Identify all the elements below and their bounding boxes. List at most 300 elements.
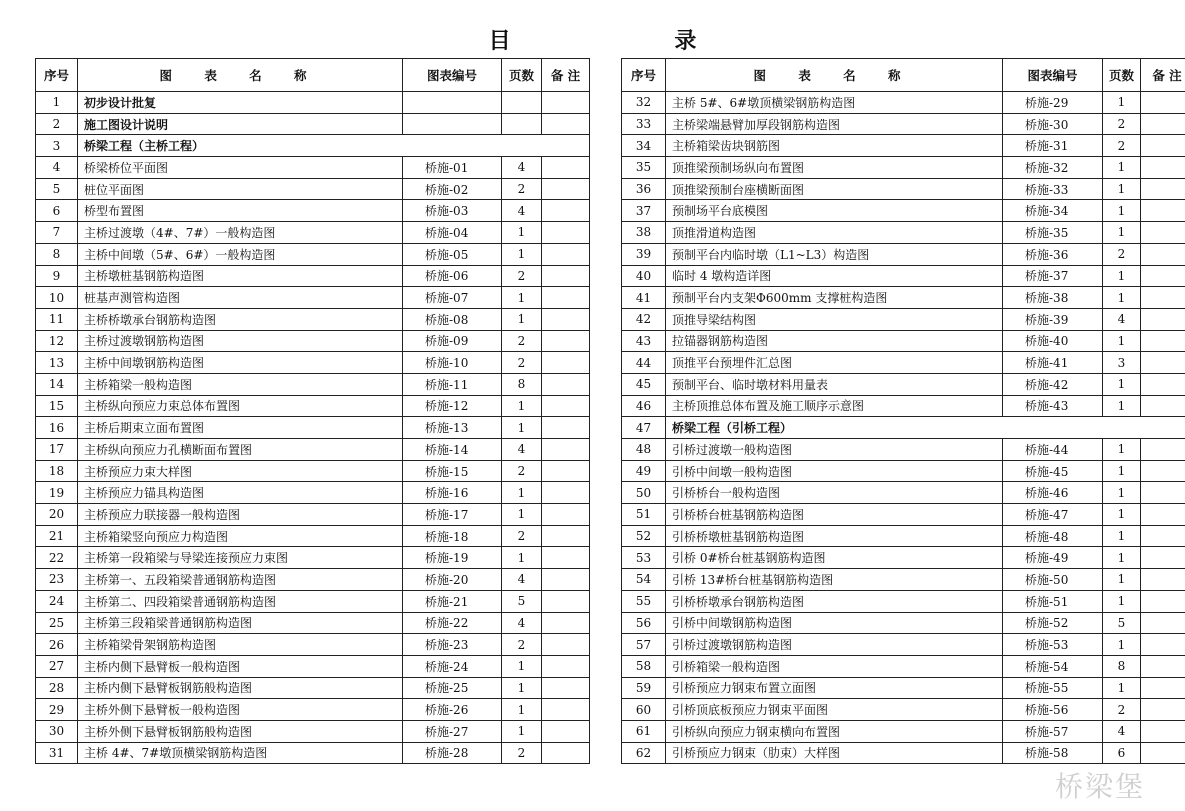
row-number: 48 (622, 439, 666, 461)
row-pages: 5 (1103, 612, 1141, 634)
row-title: 预制平台、临时墩材料用量表 (666, 373, 1003, 395)
row-title: 顶推梁预制场纵向布置图 (666, 157, 1003, 179)
row-code: 桥施-29 (1003, 92, 1103, 114)
row-number: 9 (36, 265, 78, 287)
row-number: 53 (622, 547, 666, 569)
row-number: 1 (36, 92, 78, 114)
row-note (1141, 352, 1185, 374)
row-code: 桥施-21 (403, 590, 502, 612)
row-note (542, 330, 590, 352)
row-number: 49 (622, 460, 666, 482)
row-pages: 2 (1103, 113, 1141, 135)
row-pages: 2 (1103, 699, 1141, 721)
row-note (1141, 243, 1185, 265)
table-row (622, 655, 1185, 677)
row-title: 主桥 4#、7#墩顶横梁钢筋构造图 (78, 742, 403, 764)
row-note (1141, 460, 1185, 482)
table-row (36, 547, 590, 569)
row-code: 桥施-27 (403, 720, 502, 742)
table-row (622, 330, 1185, 352)
table-row (622, 460, 1185, 482)
table-row (622, 135, 1185, 157)
row-note (1141, 308, 1185, 330)
row-number: 40 (622, 265, 666, 287)
row-note (1141, 330, 1185, 352)
row-code: 桥施-34 (1003, 200, 1103, 222)
row-title: 主桥内侧下悬臂板钢筋般构造图 (78, 677, 403, 699)
row-note (542, 590, 590, 612)
row-code: 桥施-13 (403, 417, 502, 439)
table-row (622, 373, 1185, 395)
row-code (403, 92, 502, 114)
row-code: 桥施-49 (1003, 547, 1103, 569)
row-number: 57 (622, 634, 666, 656)
table-row (622, 547, 1185, 569)
row-number: 41 (622, 287, 666, 309)
row-note (542, 113, 590, 135)
row-title: 引桥桥墩桩基钢筋构造图 (666, 525, 1003, 547)
row-code: 桥施-55 (1003, 677, 1103, 699)
row-pages: 4 (502, 612, 542, 634)
row-number: 19 (36, 482, 78, 504)
row-code: 桥施-23 (403, 634, 502, 656)
row-code: 桥施-43 (1003, 395, 1103, 417)
table-row (36, 439, 590, 461)
row-number: 58 (622, 655, 666, 677)
row-number: 27 (36, 655, 78, 677)
row-pages: 1 (1103, 569, 1141, 591)
row-number: 51 (622, 504, 666, 526)
table-header-row (36, 59, 590, 92)
row-code: 桥施-18 (403, 525, 502, 547)
row-pages (502, 92, 542, 114)
row-number: 6 (36, 200, 78, 222)
row-number: 36 (622, 178, 666, 200)
table-row (36, 655, 590, 677)
row-note (1141, 200, 1185, 222)
table-row (622, 113, 1185, 135)
row-pages: 1 (502, 222, 542, 244)
row-code: 桥施-51 (1003, 590, 1103, 612)
row-code: 桥施-06 (403, 265, 502, 287)
row-number: 4 (36, 157, 78, 179)
row-note (1141, 113, 1185, 135)
row-note (542, 504, 590, 526)
row-note (542, 157, 590, 179)
row-code: 桥施-31 (1003, 135, 1103, 157)
row-number: 23 (36, 569, 78, 591)
row-code (403, 113, 502, 135)
row-note (1141, 92, 1185, 114)
row-code: 桥施-44 (1003, 439, 1103, 461)
table-row (622, 178, 1185, 200)
row-note (1141, 525, 1185, 547)
table-row (622, 395, 1185, 417)
row-title: 主桥中间墩钢筋构造图 (78, 352, 403, 374)
row-number: 17 (36, 439, 78, 461)
header-name: 图 表 名 称 (666, 59, 1003, 92)
row-note (1141, 287, 1185, 309)
row-number: 39 (622, 243, 666, 265)
row-number: 47 (622, 417, 666, 439)
table-row (36, 525, 590, 547)
row-code: 桥施-24 (403, 655, 502, 677)
row-title: 拉锚器钢筋构造图 (666, 330, 1003, 352)
table-row (36, 720, 590, 742)
row-title: 预制场平台底模图 (666, 200, 1003, 222)
row-number: 20 (36, 504, 78, 526)
row-note (1141, 677, 1185, 699)
table-row (36, 417, 590, 439)
row-code: 桥施-36 (1003, 243, 1103, 265)
table-row (36, 677, 590, 699)
table-row (622, 482, 1185, 504)
row-pages: 1 (1103, 460, 1141, 482)
row-pages: 1 (1103, 504, 1141, 526)
row-title: 主桥过渡墩（4#、7#）一般构造图 (78, 222, 403, 244)
row-number: 55 (622, 590, 666, 612)
header-no: 序号 (36, 59, 78, 92)
table-row (36, 330, 590, 352)
row-pages: 1 (1103, 547, 1141, 569)
row-title: 桥梁桥位平面图 (78, 157, 403, 179)
table-row (36, 352, 590, 374)
row-pages: 4 (502, 439, 542, 461)
row-title: 引桥预应力钢束（肋束）大样图 (666, 742, 1003, 764)
row-note (1141, 612, 1185, 634)
row-code: 桥施-20 (403, 569, 502, 591)
row-pages: 6 (1103, 742, 1141, 764)
row-number: 60 (622, 699, 666, 721)
row-note (542, 720, 590, 742)
row-number: 16 (36, 417, 78, 439)
row-pages: 1 (502, 547, 542, 569)
table-row (36, 157, 590, 179)
row-title: 主桥第二、四段箱梁普通钢筋构造图 (78, 590, 403, 612)
row-code: 桥施-56 (1003, 699, 1103, 721)
table-row (622, 157, 1185, 179)
row-title: 主桥内侧下悬臂板一般构造图 (78, 655, 403, 677)
row-code: 桥施-54 (1003, 655, 1103, 677)
header-note: 备 注 (1141, 59, 1185, 92)
row-note (1141, 482, 1185, 504)
row-pages: 5 (502, 590, 542, 612)
row-title: 主桥墩桩基钢筋构造图 (78, 265, 403, 287)
row-title: 引桥中间墩一般构造图 (666, 460, 1003, 482)
row-number: 7 (36, 222, 78, 244)
row-number: 46 (622, 395, 666, 417)
row-title: 引桥预应力钢束布置立面图 (666, 677, 1003, 699)
row-number: 30 (36, 720, 78, 742)
table-row (622, 634, 1185, 656)
row-pages: 2 (502, 178, 542, 200)
row-title: 主桥箱梁齿块钢筋图 (666, 135, 1003, 157)
row-title: 主桥顶推总体布置及施工顺序示意图 (666, 395, 1003, 417)
table-row (36, 222, 590, 244)
row-note (542, 243, 590, 265)
row-title: 主桥第一段箱梁与导梁连接预应力束图 (78, 547, 403, 569)
row-title: 引桥 0#桥台桩基钢筋构造图 (666, 547, 1003, 569)
row-title: 顶推导梁结构图 (666, 308, 1003, 330)
row-title: 施工图设计说明 (78, 113, 403, 135)
row-note (1141, 742, 1185, 764)
row-number: 15 (36, 395, 78, 417)
row-pages: 1 (1103, 222, 1141, 244)
row-title: 引桥中间墩钢筋构造图 (666, 612, 1003, 634)
row-number: 50 (622, 482, 666, 504)
row-pages: 1 (1103, 200, 1141, 222)
row-pages: 1 (502, 699, 542, 721)
row-pages: 1 (502, 287, 542, 309)
row-title: 引桥桥墩承台钢筋构造图 (666, 590, 1003, 612)
row-title: 主桥箱梁骨架钢筋构造图 (78, 634, 403, 656)
row-number: 3 (36, 135, 78, 157)
row-note (542, 460, 590, 482)
row-note (542, 178, 590, 200)
row-title: 主桥纵向预应力束总体布置图 (78, 395, 403, 417)
row-code: 桥施-11 (403, 373, 502, 395)
row-code: 桥施-47 (1003, 504, 1103, 526)
row-title: 主桥过渡墩钢筋构造图 (78, 330, 403, 352)
row-note (542, 265, 590, 287)
table-row (36, 504, 590, 526)
row-code: 桥施-17 (403, 504, 502, 526)
table-row (36, 699, 590, 721)
row-title: 主桥预应力锚具构造图 (78, 482, 403, 504)
row-code: 桥施-07 (403, 287, 502, 309)
row-note (542, 352, 590, 374)
row-note (542, 92, 590, 114)
table-row (36, 135, 590, 157)
row-pages: 4 (1103, 720, 1141, 742)
row-code: 桥施-30 (1003, 113, 1103, 135)
row-title: 预制平台内支架Φ600mm 支撑桩构造图 (666, 287, 1003, 309)
row-code: 桥施-39 (1003, 308, 1103, 330)
row-title: 主桥梁端悬臂加厚段钢筋构造图 (666, 113, 1003, 135)
row-code: 桥施-50 (1003, 569, 1103, 591)
table-row (622, 200, 1185, 222)
row-title: 初步设计批复 (78, 92, 403, 114)
row-code: 桥施-08 (403, 308, 502, 330)
row-title: 主桥第一、五段箱梁普通钢筋构造图 (78, 569, 403, 591)
row-note (542, 200, 590, 222)
row-title: 桩位平面图 (78, 178, 403, 200)
table-row (36, 287, 590, 309)
header-pages: 页数 (1103, 59, 1141, 92)
row-note (1141, 439, 1185, 461)
row-pages: 1 (502, 504, 542, 526)
table-row (36, 92, 590, 114)
row-title: 引桥过渡墩一般构造图 (666, 439, 1003, 461)
table-row (622, 439, 1185, 461)
row-code: 桥施-22 (403, 612, 502, 634)
row-title: 主桥后期束立面布置图 (78, 417, 403, 439)
row-pages: 1 (1103, 157, 1141, 179)
table-row (622, 525, 1185, 547)
row-pages: 1 (1103, 677, 1141, 699)
table-row (36, 590, 590, 612)
row-code: 桥施-53 (1003, 634, 1103, 656)
table-row (622, 612, 1185, 634)
row-note (1141, 135, 1185, 157)
row-number: 38 (622, 222, 666, 244)
row-pages: 1 (1103, 590, 1141, 612)
row-code: 桥施-40 (1003, 330, 1103, 352)
row-number: 52 (622, 525, 666, 547)
row-title: 引桥桥台一般构造图 (666, 482, 1003, 504)
row-number: 31 (36, 742, 78, 764)
table-row (622, 699, 1185, 721)
row-number: 8 (36, 243, 78, 265)
row-number: 26 (36, 634, 78, 656)
table-row (622, 569, 1185, 591)
row-title: 主桥 5#、6#墩顶横梁钢筋构造图 (666, 92, 1003, 114)
row-number: 5 (36, 178, 78, 200)
row-note (542, 634, 590, 656)
row-code: 桥施-57 (1003, 720, 1103, 742)
table-row (36, 612, 590, 634)
table-row (622, 222, 1185, 244)
row-pages: 2 (502, 265, 542, 287)
row-title: 引桥过渡墩钢筋构造图 (666, 634, 1003, 656)
row-code: 桥施-04 (403, 222, 502, 244)
row-number: 14 (36, 373, 78, 395)
header-no: 序号 (622, 59, 666, 92)
row-pages: 8 (1103, 655, 1141, 677)
row-number: 62 (622, 742, 666, 764)
row-code: 桥施-45 (1003, 460, 1103, 482)
row-pages: 4 (502, 569, 542, 591)
row-note (542, 547, 590, 569)
row-pages: 2 (502, 352, 542, 374)
row-code: 桥施-48 (1003, 525, 1103, 547)
row-code: 桥施-05 (403, 243, 502, 265)
row-pages: 2 (502, 460, 542, 482)
row-code: 桥施-01 (403, 157, 502, 179)
row-number: 2 (36, 113, 78, 135)
page-title: 目 录 (488, 28, 775, 54)
row-title: 桩基声测管构造图 (78, 287, 403, 309)
row-pages: 3 (1103, 352, 1141, 374)
header-code: 图表编号 (403, 59, 502, 92)
row-pages: 1 (502, 417, 542, 439)
toc-table-right (621, 58, 1185, 764)
row-code: 桥施-16 (403, 482, 502, 504)
row-note (542, 677, 590, 699)
row-code: 桥施-46 (1003, 482, 1103, 504)
row-code: 桥施-38 (1003, 287, 1103, 309)
row-note (542, 612, 590, 634)
row-code: 桥施-15 (403, 460, 502, 482)
row-number: 43 (622, 330, 666, 352)
row-pages: 2 (1103, 135, 1141, 157)
row-title: 主桥箱梁一般构造图 (78, 373, 403, 395)
row-pages (502, 113, 542, 135)
row-note (1141, 265, 1185, 287)
header-note: 备 注 (542, 59, 590, 92)
row-code: 桥施-42 (1003, 373, 1103, 395)
table-row (36, 178, 590, 200)
row-code: 桥施-33 (1003, 178, 1103, 200)
row-pages: 1 (502, 720, 542, 742)
row-pages: 4 (1103, 308, 1141, 330)
table-row (622, 504, 1185, 526)
header-name: 图 表 名 称 (78, 59, 403, 92)
row-note (1141, 569, 1185, 591)
row-note (1141, 547, 1185, 569)
table-header-row (622, 59, 1185, 92)
toc-table-left (35, 58, 590, 764)
row-title: 主桥纵向预应力孔横断面布置图 (78, 439, 403, 461)
row-code: 桥施-32 (1003, 157, 1103, 179)
row-pages: 1 (1103, 395, 1141, 417)
row-number: 22 (36, 547, 78, 569)
table-row (622, 287, 1185, 309)
row-number: 29 (36, 699, 78, 721)
row-note (1141, 157, 1185, 179)
row-code: 桥施-02 (403, 178, 502, 200)
row-pages: 8 (502, 373, 542, 395)
row-pages: 1 (502, 243, 542, 265)
table-row (622, 720, 1185, 742)
row-number: 37 (622, 200, 666, 222)
row-number: 28 (36, 677, 78, 699)
row-code: 桥施-09 (403, 330, 502, 352)
header-pages: 页数 (502, 59, 542, 92)
row-pages: 1 (1103, 178, 1141, 200)
row-pages: 1 (502, 395, 542, 417)
row-note (542, 569, 590, 591)
table-row (622, 742, 1185, 764)
row-pages: 4 (502, 157, 542, 179)
row-number: 59 (622, 677, 666, 699)
row-code: 桥施-35 (1003, 222, 1103, 244)
row-number: 56 (622, 612, 666, 634)
row-code: 桥施-26 (403, 699, 502, 721)
row-title: 主桥桥墩承台钢筋构造图 (78, 308, 403, 330)
row-title: 主桥外侧下悬臂板一般构造图 (78, 699, 403, 721)
table-row (36, 373, 590, 395)
row-pages: 1 (502, 677, 542, 699)
row-note (1141, 504, 1185, 526)
row-title: 主桥第三段箱梁普通钢筋构造图 (78, 612, 403, 634)
row-note (542, 417, 590, 439)
row-note (1141, 590, 1185, 612)
row-title: 主桥中间墩（5#、6#）一般构造图 (78, 243, 403, 265)
row-note (1141, 222, 1185, 244)
row-pages: 1 (1103, 525, 1141, 547)
row-note (542, 287, 590, 309)
row-note (542, 699, 590, 721)
row-pages: 1 (502, 308, 542, 330)
row-note (542, 395, 590, 417)
row-title: 引桥桥台桩基钢筋构造图 (666, 504, 1003, 526)
row-pages: 1 (1103, 330, 1141, 352)
table-row (36, 460, 590, 482)
table-row (622, 677, 1185, 699)
row-title: 桥型布置图 (78, 200, 403, 222)
row-number: 44 (622, 352, 666, 374)
row-pages: 1 (502, 482, 542, 504)
row-note (1141, 395, 1185, 417)
row-pages: 1 (1103, 482, 1141, 504)
table-row (36, 243, 590, 265)
row-note (542, 222, 590, 244)
row-title: 主桥箱梁竖向预应力构造图 (78, 525, 403, 547)
row-title: 引桥 13#桥台桩基钢筋构造图 (666, 569, 1003, 591)
row-number: 13 (36, 352, 78, 374)
row-pages: 1 (1103, 634, 1141, 656)
